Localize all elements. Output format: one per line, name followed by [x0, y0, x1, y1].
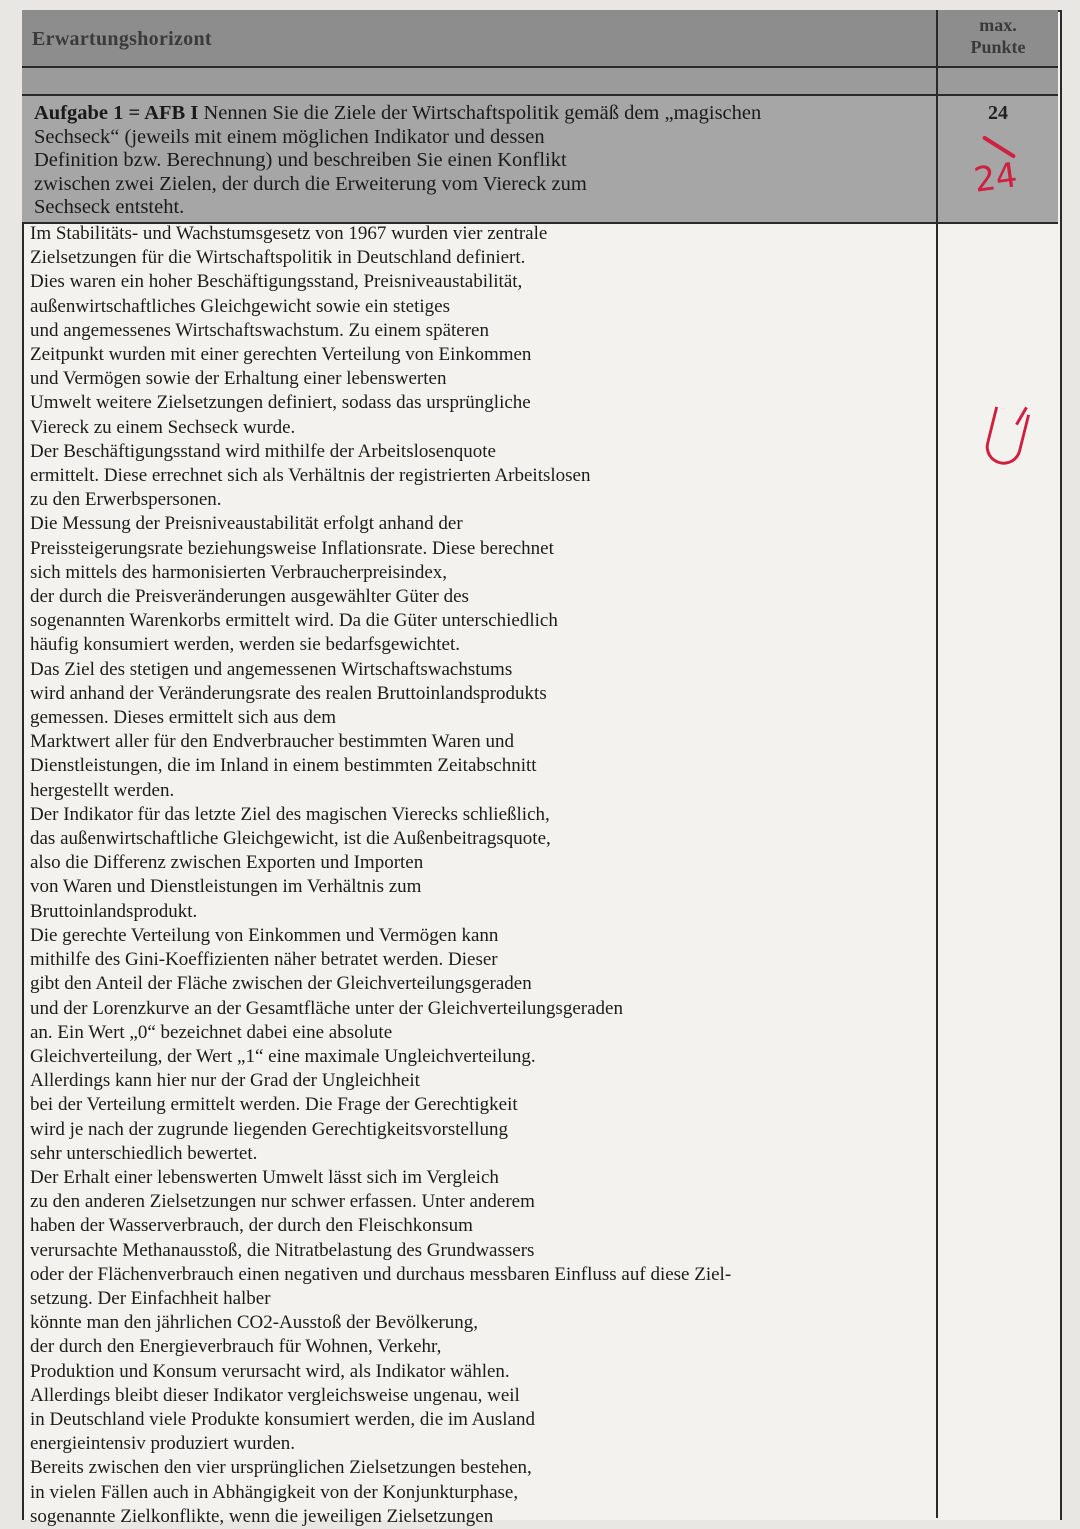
answer-line: und angemessenes Wirtschaftswachstum. Zu einem späteren — [30, 319, 489, 341]
answer-line: Preissteigerungsrate beziehungsweise Inflationsrate. Diese berechnet — [30, 537, 554, 559]
answer-line: Umwelt weitere Zielsetzungen definiert, sodass das ursprüngliche — [30, 392, 531, 414]
task-line: zwischen zwei Zielen, der durch die Erweiterung vom Viereck zum — [34, 172, 587, 195]
answer-line: außenwirtschaftliches Gleichgewicht sowie ein stetiges — [30, 295, 450, 317]
answer-line: von Waren und Dienstleistungen im Verhältnis zum — [30, 876, 422, 898]
answer-line: mithilfe des Gini-Koeffizienten näher betratet werden. Dieser — [30, 949, 498, 971]
answer-line: wird je nach der zugrunde liegenden Gerechtigkeitsvorstellung — [30, 1118, 508, 1140]
answer-line: der durch die Preisveränderungen ausgewählter Güter des — [30, 586, 469, 608]
answer-line: zu den anderen Zielsetzungen nur schwer erfassen. Unter anderem — [30, 1191, 535, 1213]
answer-line: Bruttoinlandsprodukt. — [30, 900, 198, 922]
task-statement — [34, 102, 924, 220]
answer-line: Im Stabilitäts- und Wachstumsgesetz von 1967 wurden vier zentrale — [30, 223, 548, 244]
task-row — [22, 96, 1058, 224]
answer-line: bei der Verteilung ermittelt werden. Die Frage der Gerechtigkeit — [30, 1094, 518, 1116]
task-label: Aufgabe 1 = AFB I — [34, 102, 199, 124]
header-points-label-line1: max. — [979, 15, 1017, 35]
header-title: Erwartungshorizont — [32, 28, 212, 50]
table-header — [22, 10, 1058, 68]
answer-line: in vielen Fällen auch in Abhängigkeit von der Konjunkturphase, — [30, 1481, 519, 1503]
header-points-label-line2: Punkte — [970, 37, 1026, 57]
answer-line: sich mittels des harmonisierten Verbraucherpreisindex, — [30, 561, 447, 583]
answer-line: sogenannte Zielkonflikte, wenn die jeweiligen Zielsetzungen — [30, 1505, 494, 1527]
task-line: Definition bzw. Berechnung) und beschreiben Sie einen Konflikt — [34, 149, 567, 171]
answer-line: Der Beschäftigungsstand wird mithilfe der Arbeitslosenquote — [30, 440, 496, 462]
answer-line: Bereits zwischen den vier ursprünglichen Zielsetzungen bestehen, — [30, 1457, 532, 1479]
answer-line: zu den Erwerbspersonen. — [30, 489, 222, 511]
answer-line: sehr unterschiedlich bewertet. — [30, 1142, 258, 1164]
answer-line: Der Erhalt einer lebenswerten Umwelt lässt sich im Vergleich — [30, 1166, 499, 1188]
answer-line: Der Indikator für das letzte Ziel des magischen Vierecks schließlich, — [30, 803, 550, 825]
answer-line: Zeitpunkt wurden mit einer gerechten Verteilung von Einkommen — [30, 344, 532, 366]
answer-line: Viereck zu einem Sechseck wurde. — [30, 416, 296, 438]
answer-text — [30, 222, 930, 1529]
achieved-points-handwritten: 24 — [971, 155, 1020, 201]
column-divider — [936, 10, 938, 1518]
shaded-spacer-row — [22, 68, 1058, 96]
answer-line: energieintensiv produziert wurden. — [30, 1433, 296, 1455]
answer-line: Dienstleistungen, die im Inland in einem bestimmten Zeitabschnitt — [30, 755, 537, 777]
answer-line: Dies waren ein hoher Beschäftigungsstand, Preisniveaustabilität, — [30, 271, 523, 293]
answer-line: sogenannten Warenkorbs ermittelt wird. Da die Güter unterschiedlich — [30, 610, 558, 632]
answer-line: und der Lorenzkurve an der Gesamtfläche unter der Gleichverteilungsgeraden — [30, 997, 623, 1019]
answer-line: Die Messung der Preisniveaustabilität erfolgt anhand der — [30, 513, 463, 535]
answer-line: der durch den Energieverbrauch für Wohnen, Verkehr, — [30, 1336, 442, 1358]
answer-line: Produktion und Konsum verursacht wird, als Indikator wählen. — [30, 1360, 510, 1382]
answer-line: Gleichverteilung, der Wert „1“ eine maximale Ungleichverteilung. — [30, 1045, 536, 1067]
max-points-value: 24 — [988, 102, 1008, 124]
answer-line: Die gerechte Verteilung von Einkommen und Vermögen kann — [30, 924, 499, 946]
answer-line: also die Differenz zwischen Exporten und Importen — [30, 852, 424, 874]
answer-line: gibt den Anteil der Fläche zwischen der Gleichverteilungsgeraden — [30, 973, 532, 995]
answer-line: Das Ziel des stetigen und angemessenen Wirtschaftswachstums — [30, 658, 513, 680]
answer-line: Zielsetzungen für die Wirtschaftspolitik in Deutschland definiert. — [30, 247, 526, 269]
answer-line: Allerdings kann hier nur der Grad der Ungleichheit — [30, 1070, 420, 1092]
task-line: Sechseck“ (jeweils mit einem möglichen Indikator und dessen — [34, 125, 545, 148]
answer-line: Marktwert aller für den Endverbraucher bestimmten Waren und — [30, 731, 515, 753]
answer-line: das außenwirtschaftliche Gleichgewicht, ist die Außenbeitragsquote, — [30, 828, 551, 850]
exam-sheet — [22, 10, 1062, 1527]
answer-line: gemessen. Dieses ermittelt sich aus dem — [30, 707, 337, 729]
answer-line: setzung. Der Einfachheit halber — [30, 1287, 271, 1309]
task-line: Sechseck entsteht. — [34, 196, 185, 218]
answer-line: ermittelt. Diese errechnet sich als Verhältnis der registrierten Arbeitslosen — [30, 465, 591, 487]
answer-line: in Deutschland viele Produkte konsumiert werden, die im Ausland — [30, 1408, 535, 1430]
answer-line: verursachte Methanausstoß, die Nitratbelastung des Grundwassers — [30, 1239, 535, 1261]
answer-line: oder der Flächenverbrauch einen negativen und durchaus messbaren Einfluss auf diese Ziel- — [30, 1263, 732, 1285]
header-points-label — [938, 14, 1058, 58]
answer-line: könnte man den jährlichen CO2-Ausstoß der Bevölkerung, — [30, 1312, 478, 1334]
answer-line: häufig konsumiert werden, werden sie bedarfsgewichtet. — [30, 634, 460, 656]
answer-line: und Vermögen sowie der Erhaltung einer lebenswerten — [30, 368, 447, 390]
answer-line: hergestellt werden. — [30, 779, 175, 801]
task-line: Nennen Sie die Ziele der Wirtschaftspolitik gemäß dem „magischen — [203, 102, 762, 124]
answer-line: wird anhand der Veränderungsrate des realen Bruttoinlandsprodukts — [30, 682, 547, 704]
answer-line: Allerdings bleibt dieser Indikator vergleichsweise ungenau, weil — [30, 1384, 520, 1406]
answer-line: haben der Wasserverbrauch, der durch den Fleischkonsum — [30, 1215, 473, 1237]
answer-line: an. Ein Wert „0“ bezeichnet dabei eine absolute — [30, 1021, 393, 1043]
